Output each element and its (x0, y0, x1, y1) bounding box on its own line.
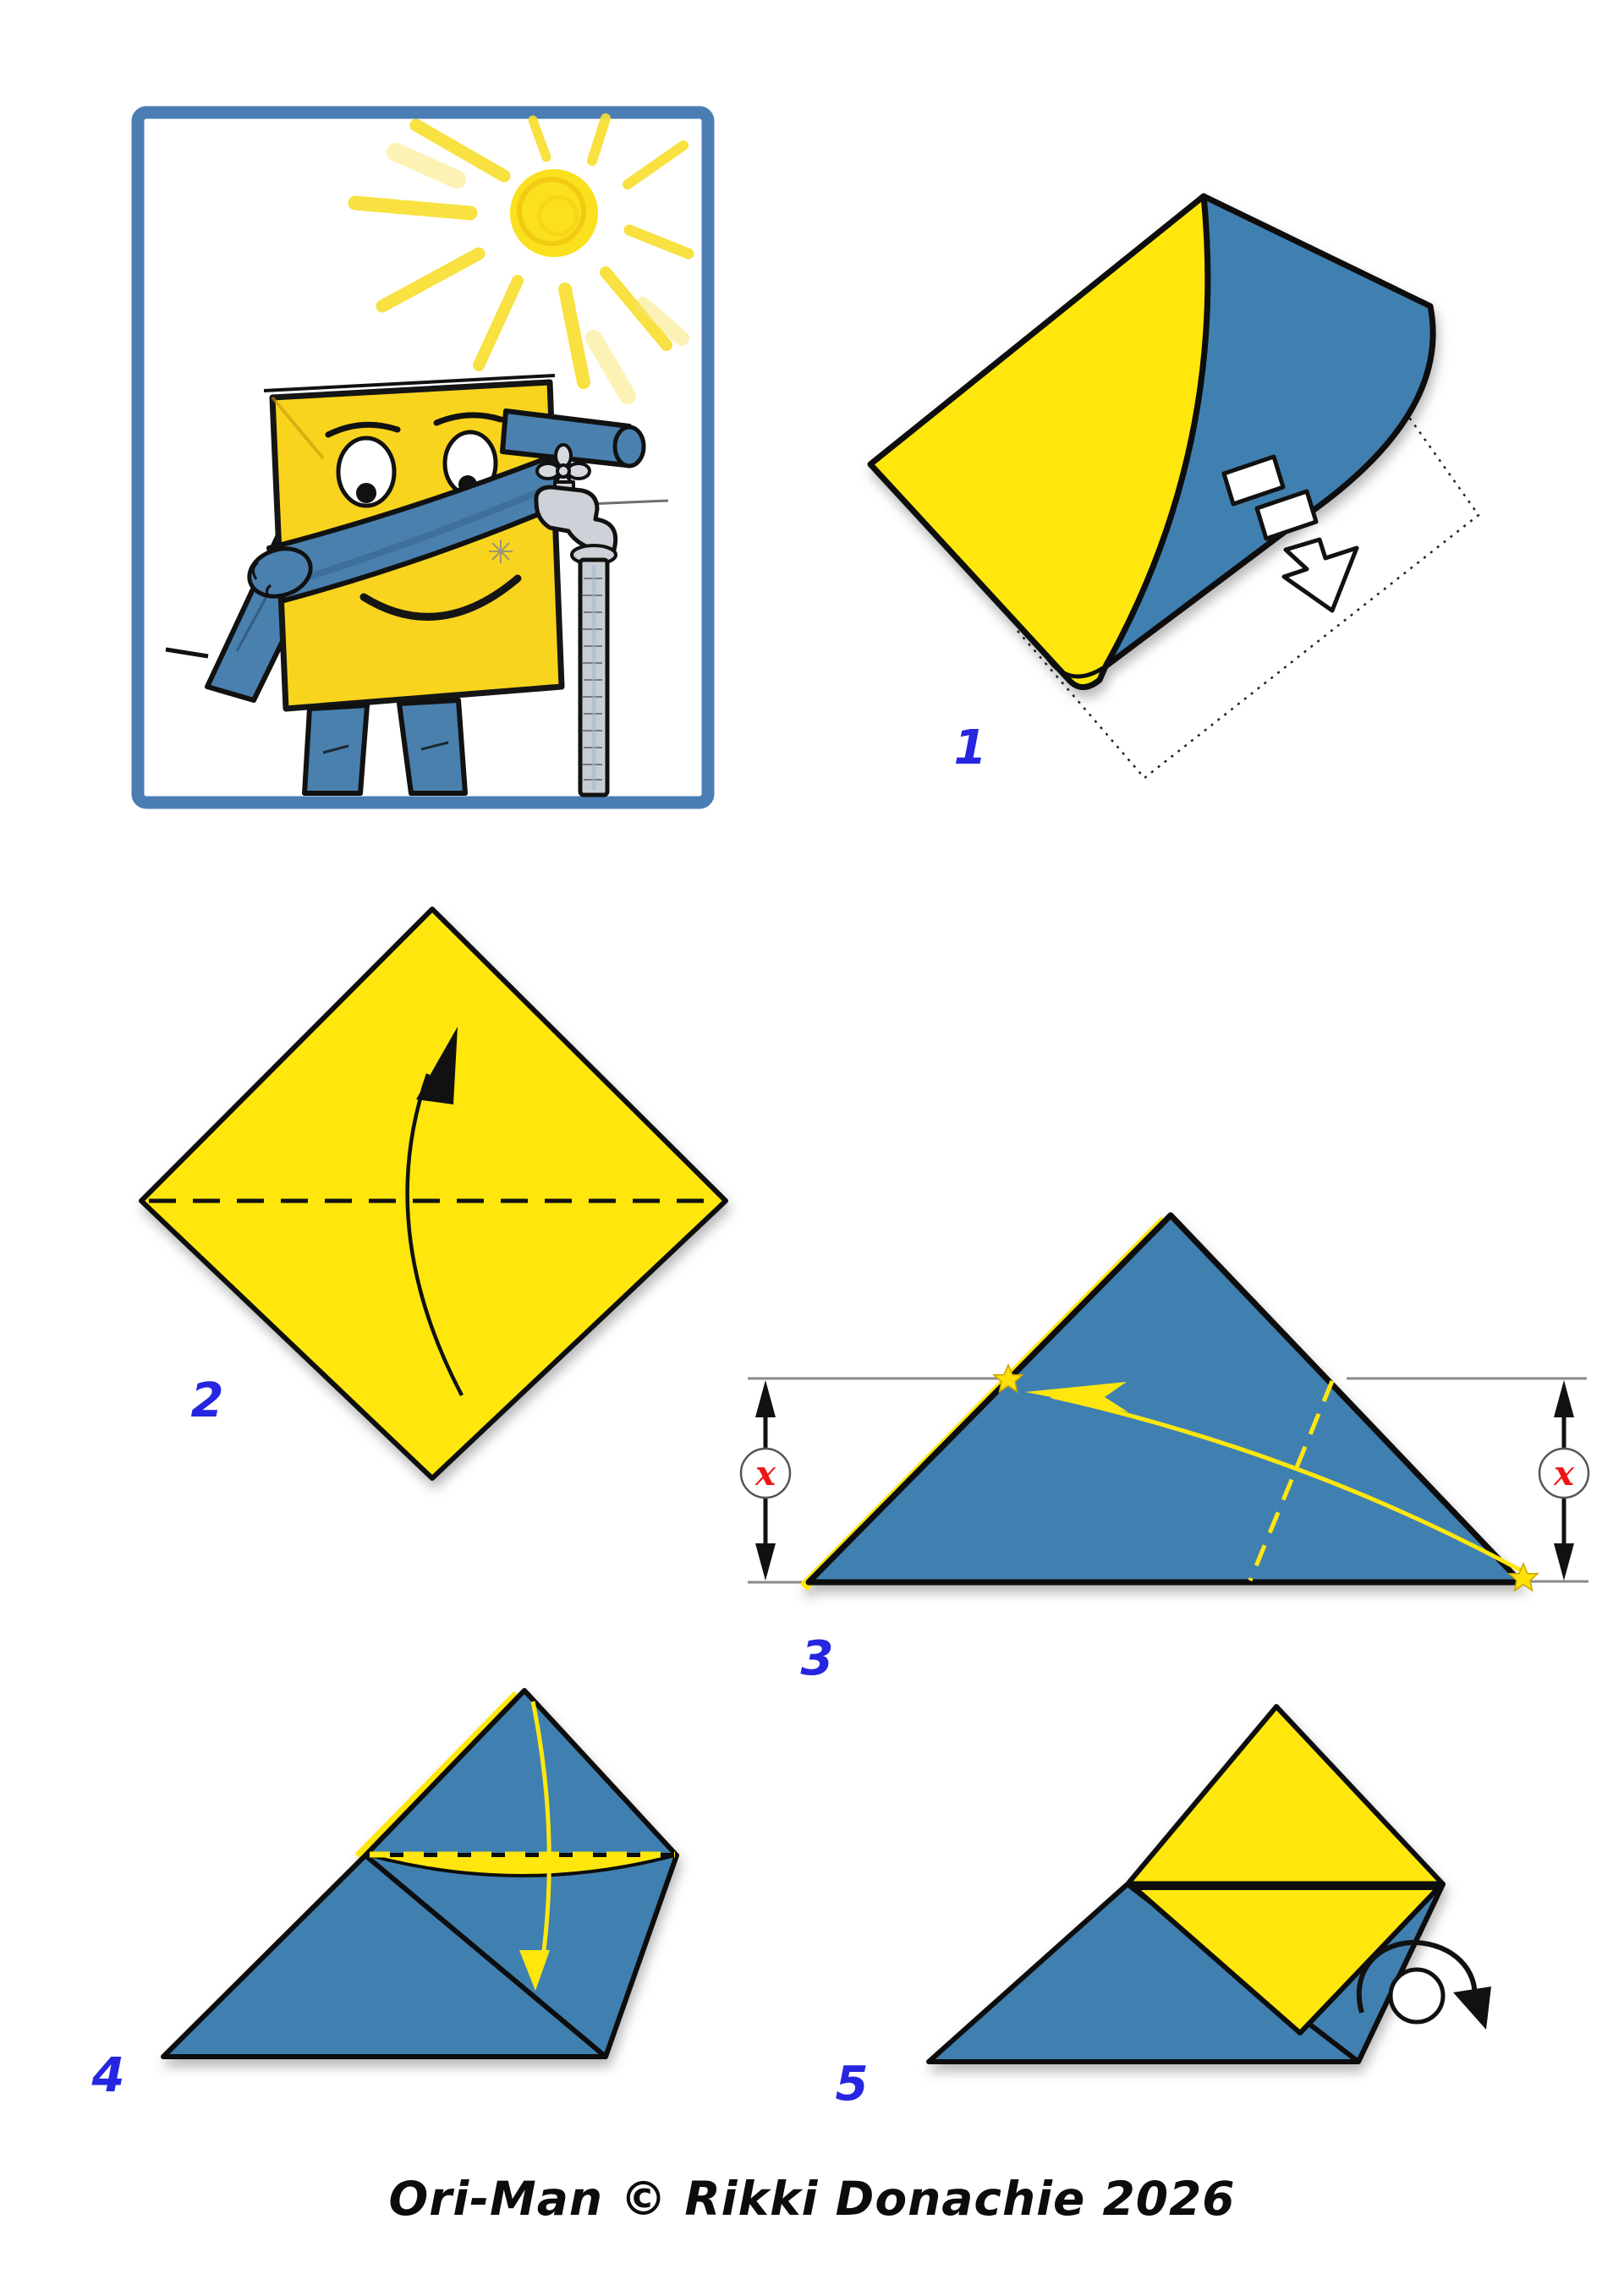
step-3-figure (741, 1215, 1588, 1686)
step-2-label: 2 (190, 1373, 224, 1428)
measure-x-label: x (755, 1454, 776, 1493)
double-arrow-icon (1554, 1380, 1574, 1417)
measure-x-label: x (1554, 1454, 1574, 1493)
step-1-label: 1 (953, 721, 987, 775)
step-5-figure (836, 1707, 1491, 2112)
step-1-figure (870, 196, 1479, 778)
step-5-label: 5 (835, 2057, 869, 2112)
step-4-label: 4 (91, 2048, 125, 2103)
step-2-figure (141, 909, 726, 1478)
base-layer (163, 1855, 677, 2057)
copyright-caption: Ori-Man © Rikki Donachie 2026 (388, 2172, 1236, 2226)
folded-triangle (809, 1215, 1521, 1582)
top-flap-triangle (365, 1690, 677, 1855)
measure-left (741, 1380, 790, 1581)
double-arrow-icon (755, 1380, 776, 1417)
measure-right (1539, 1380, 1588, 1581)
step-3-label: 3 (800, 1631, 834, 1686)
paper-square-diamond (141, 909, 726, 1478)
step-4-figure (91, 1690, 677, 2103)
yellow-top-triangle (1127, 1707, 1443, 1884)
sparkle-icon (489, 540, 513, 563)
cover-illustration (138, 112, 708, 803)
